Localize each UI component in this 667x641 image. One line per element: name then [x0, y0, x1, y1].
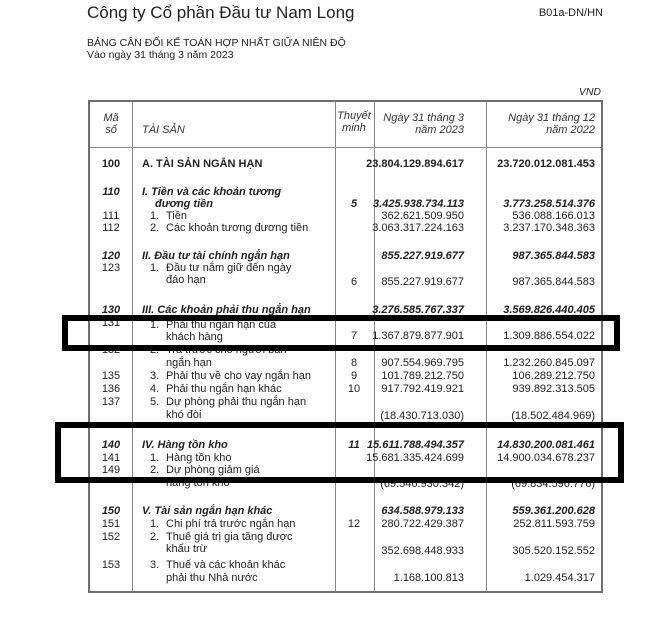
row-code: 151 [101, 518, 121, 530]
item-text: Phải thu ngắn hạn khác [166, 383, 282, 395]
item-number: 3. [150, 370, 160, 382]
item-text: Đầu tư nắm giữ đến ngày [166, 262, 292, 274]
item-text: Dự phòng giảm giá [166, 464, 260, 476]
row-label [150, 559, 285, 571]
header-divider [90, 147, 601, 148]
row-label-cont: phải thu Nhà nước [166, 572, 258, 584]
row-label [150, 370, 311, 382]
header-period1-line1: Ngày 31 tháng 3 [383, 112, 464, 124]
row-code: 111 [102, 210, 120, 222]
row-value-2023: 1.168.100.813 [393, 572, 464, 584]
row-note: 5 [350, 198, 358, 210]
row-code: 112 [102, 222, 120, 234]
row-label [150, 222, 308, 234]
item-number: 1. [150, 518, 160, 530]
row-value-2023: 907.554.969.795 [381, 357, 464, 369]
row-label-cont: khách hàng [166, 331, 223, 343]
row-value-2022: 14.900.034.678.237 [497, 452, 595, 464]
row-label [150, 383, 282, 395]
row-note: 8 [350, 357, 358, 369]
item-number: 3. [150, 559, 160, 571]
item-text: Phải thu về cho vay ngắn hạn [166, 370, 311, 382]
header-code-line2: số [105, 124, 117, 136]
item-text: Thuế giá trị gia tăng được [166, 531, 293, 543]
item-number: 1. [150, 262, 160, 274]
row-value-2023: 15.681.335.424.699 [366, 452, 464, 464]
row-value-2022: 23.720.012.081.453 [497, 158, 595, 170]
row-label: V. Tài sản ngắn hạn khác [142, 505, 273, 517]
item-number: 2. [150, 222, 160, 234]
currency-unit: VND [578, 86, 601, 98]
row-value-2023: 15.611.788.494.357 [366, 439, 464, 451]
row-label: A. TÀI SẢN NGẮN HẠN [142, 158, 263, 170]
item-text: Phải thu ngắn hạn của [166, 319, 277, 331]
highlight-box-inventory [55, 422, 624, 483]
header-asset: TÀI SẢN [142, 124, 185, 136]
item-number: 2. [150, 464, 160, 476]
item-text: Các khoản tương đương tiền [166, 222, 309, 234]
row-code: 100 [101, 158, 121, 170]
highlight-box-receivables [62, 315, 620, 351]
row-code: 137 [101, 396, 121, 408]
header-note-line2: minh [342, 122, 366, 134]
document-title: BẢNG CÂN ĐỐI KẾ TOÁN HỢP NHẤT GIỮA NIÊN ĐỘ [87, 37, 346, 49]
row-label-cont: đáo hạn [166, 274, 206, 286]
row-value-2023: 3.425.938.734.113 [373, 198, 464, 210]
row-label: II. Đầu tư tài chính ngắn hạn [142, 250, 290, 262]
item-text: Thuế và các khoản khác [166, 559, 286, 571]
row-code: 140 [101, 439, 121, 451]
row-value-2023: 280.722.429.387 [381, 518, 464, 530]
row-code: 152 [101, 531, 121, 543]
row-value-2022: 1.309.886.554.022 [503, 330, 595, 342]
row-value-2022: 305.520.152.552 [512, 545, 595, 557]
company-name: Công ty Cổ phần Đầu tư Nam Long [87, 3, 355, 22]
item-number: 2. [150, 531, 160, 543]
row-value-2023: 855.227.919.677 [381, 276, 464, 288]
row-code: 136 [101, 383, 121, 395]
row-value-2023: 352.698.448.933 [381, 545, 464, 557]
row-value-2022: 3.569.826.440.405 [503, 304, 595, 316]
document-date: Vào ngày 31 tháng 3 năm 2023 [87, 49, 234, 61]
row-label-cont: ngắn hạn [166, 357, 212, 369]
row-value-2022: 3.773.258.514.376 [503, 198, 595, 210]
item-number: 2. [150, 344, 160, 356]
row-value-2023: 101.789.212.750 [381, 370, 464, 382]
row-value-2022: (18.502.484.969) [511, 410, 595, 422]
item-number: 5. [150, 396, 160, 408]
row-label-cont: đương tiền [155, 198, 214, 210]
row-value-2022: 14.830.200.081.461 [497, 439, 595, 451]
row-code: 150 [101, 505, 121, 517]
item-text: Trả trước cho người bán [166, 344, 287, 356]
header-note-line1: Thuyết [337, 110, 371, 122]
row-note: 9 [350, 370, 358, 382]
row-value-2023: 3.276.585.767.337 [372, 304, 464, 316]
row-code: 130 [101, 304, 121, 316]
row-value-2023: 855.227.919.677 [381, 250, 464, 262]
row-code: 110 [102, 186, 120, 198]
item-number: 1. [150, 210, 160, 222]
row-value-2023: 3.063.317.224.163 [372, 222, 464, 234]
item-text: Hàng tồn kho [166, 452, 232, 464]
row-label [150, 210, 187, 222]
row-code: 132 [101, 344, 121, 356]
row-code: 131 [101, 317, 121, 329]
row-value-2023: 1.367.879.877.901 [372, 330, 464, 342]
row-label: IV. Hàng tồn kho [142, 439, 228, 451]
row-label [150, 396, 306, 408]
row-value-2022: 939.892.313.505 [512, 383, 595, 395]
row-label [150, 531, 292, 543]
row-value-2022: 3.237.170.348.363 [503, 222, 595, 234]
header-code-line1: Mã [103, 112, 119, 124]
row-note: 11 [348, 439, 360, 451]
row-code: 123 [101, 262, 121, 274]
row-value-2022: 252.811.593.759 [513, 518, 595, 530]
row-label-cont: hàng tồn kho [166, 477, 230, 489]
row-value-2023: 23.804.129.894.617 [366, 158, 464, 170]
header-period2-line1: Ngày 31 tháng 12 [508, 112, 595, 124]
item-number: 1. [150, 319, 160, 331]
item-number: 1. [150, 452, 160, 464]
row-label-cont: khó đòi [166, 409, 202, 421]
row-note: 6 [350, 276, 358, 288]
row-value-2022: 1.029.454.317 [524, 572, 595, 584]
item-number: 4. [150, 383, 160, 395]
item-text: Dự phòng phải thu ngắn hạn [166, 396, 307, 408]
row-label [150, 518, 296, 530]
row-note: 10 [347, 383, 361, 395]
row-label-cont: khấu trừ [166, 543, 207, 555]
row-label [150, 262, 291, 274]
row-code: 120 [101, 250, 121, 262]
row-code: 141 [101, 452, 121, 464]
row-value-2022: 1.232.260.845.097 [503, 357, 595, 369]
row-label: I. Tiền và các khoản tương [142, 186, 282, 198]
row-value-2022: 559.361.200.628 [512, 505, 595, 517]
row-value-2022: 987.365.844.583 [512, 250, 595, 262]
row-value-2023: (18.430.713.030) [380, 410, 464, 422]
row-code: 135 [101, 370, 121, 382]
row-value-2023: (69.546.930.342) [380, 478, 464, 490]
row-value-2023: 634.588.979.133 [381, 505, 464, 517]
row-value-2022: 987.365.844.583 [512, 276, 595, 288]
row-code: 153 [101, 559, 121, 571]
header-period2-line2: năm 2022 [546, 124, 595, 136]
header-period1-line2: năm 2023 [415, 124, 464, 136]
row-value-2022: 536.088.166.013 [512, 210, 595, 222]
row-value-2022: 106.289.212.750 [512, 370, 595, 382]
row-value-2023: 362.621.509.950 [381, 210, 464, 222]
row-value-2023: 917.792.419.921 [381, 383, 464, 395]
row-label: III. Các khoản phải thu ngắn hạn [142, 304, 311, 316]
item-text: Tiền [166, 210, 187, 222]
item-text: Chi phí trả trước ngắn hạn [166, 518, 296, 530]
row-note: 7 [350, 330, 358, 342]
row-note: 12 [347, 518, 361, 530]
row-value-2022: (69.834.596.776) [511, 478, 595, 490]
form-code: B01a-DN/HN [538, 7, 603, 19]
row-code: 149 [101, 464, 121, 476]
